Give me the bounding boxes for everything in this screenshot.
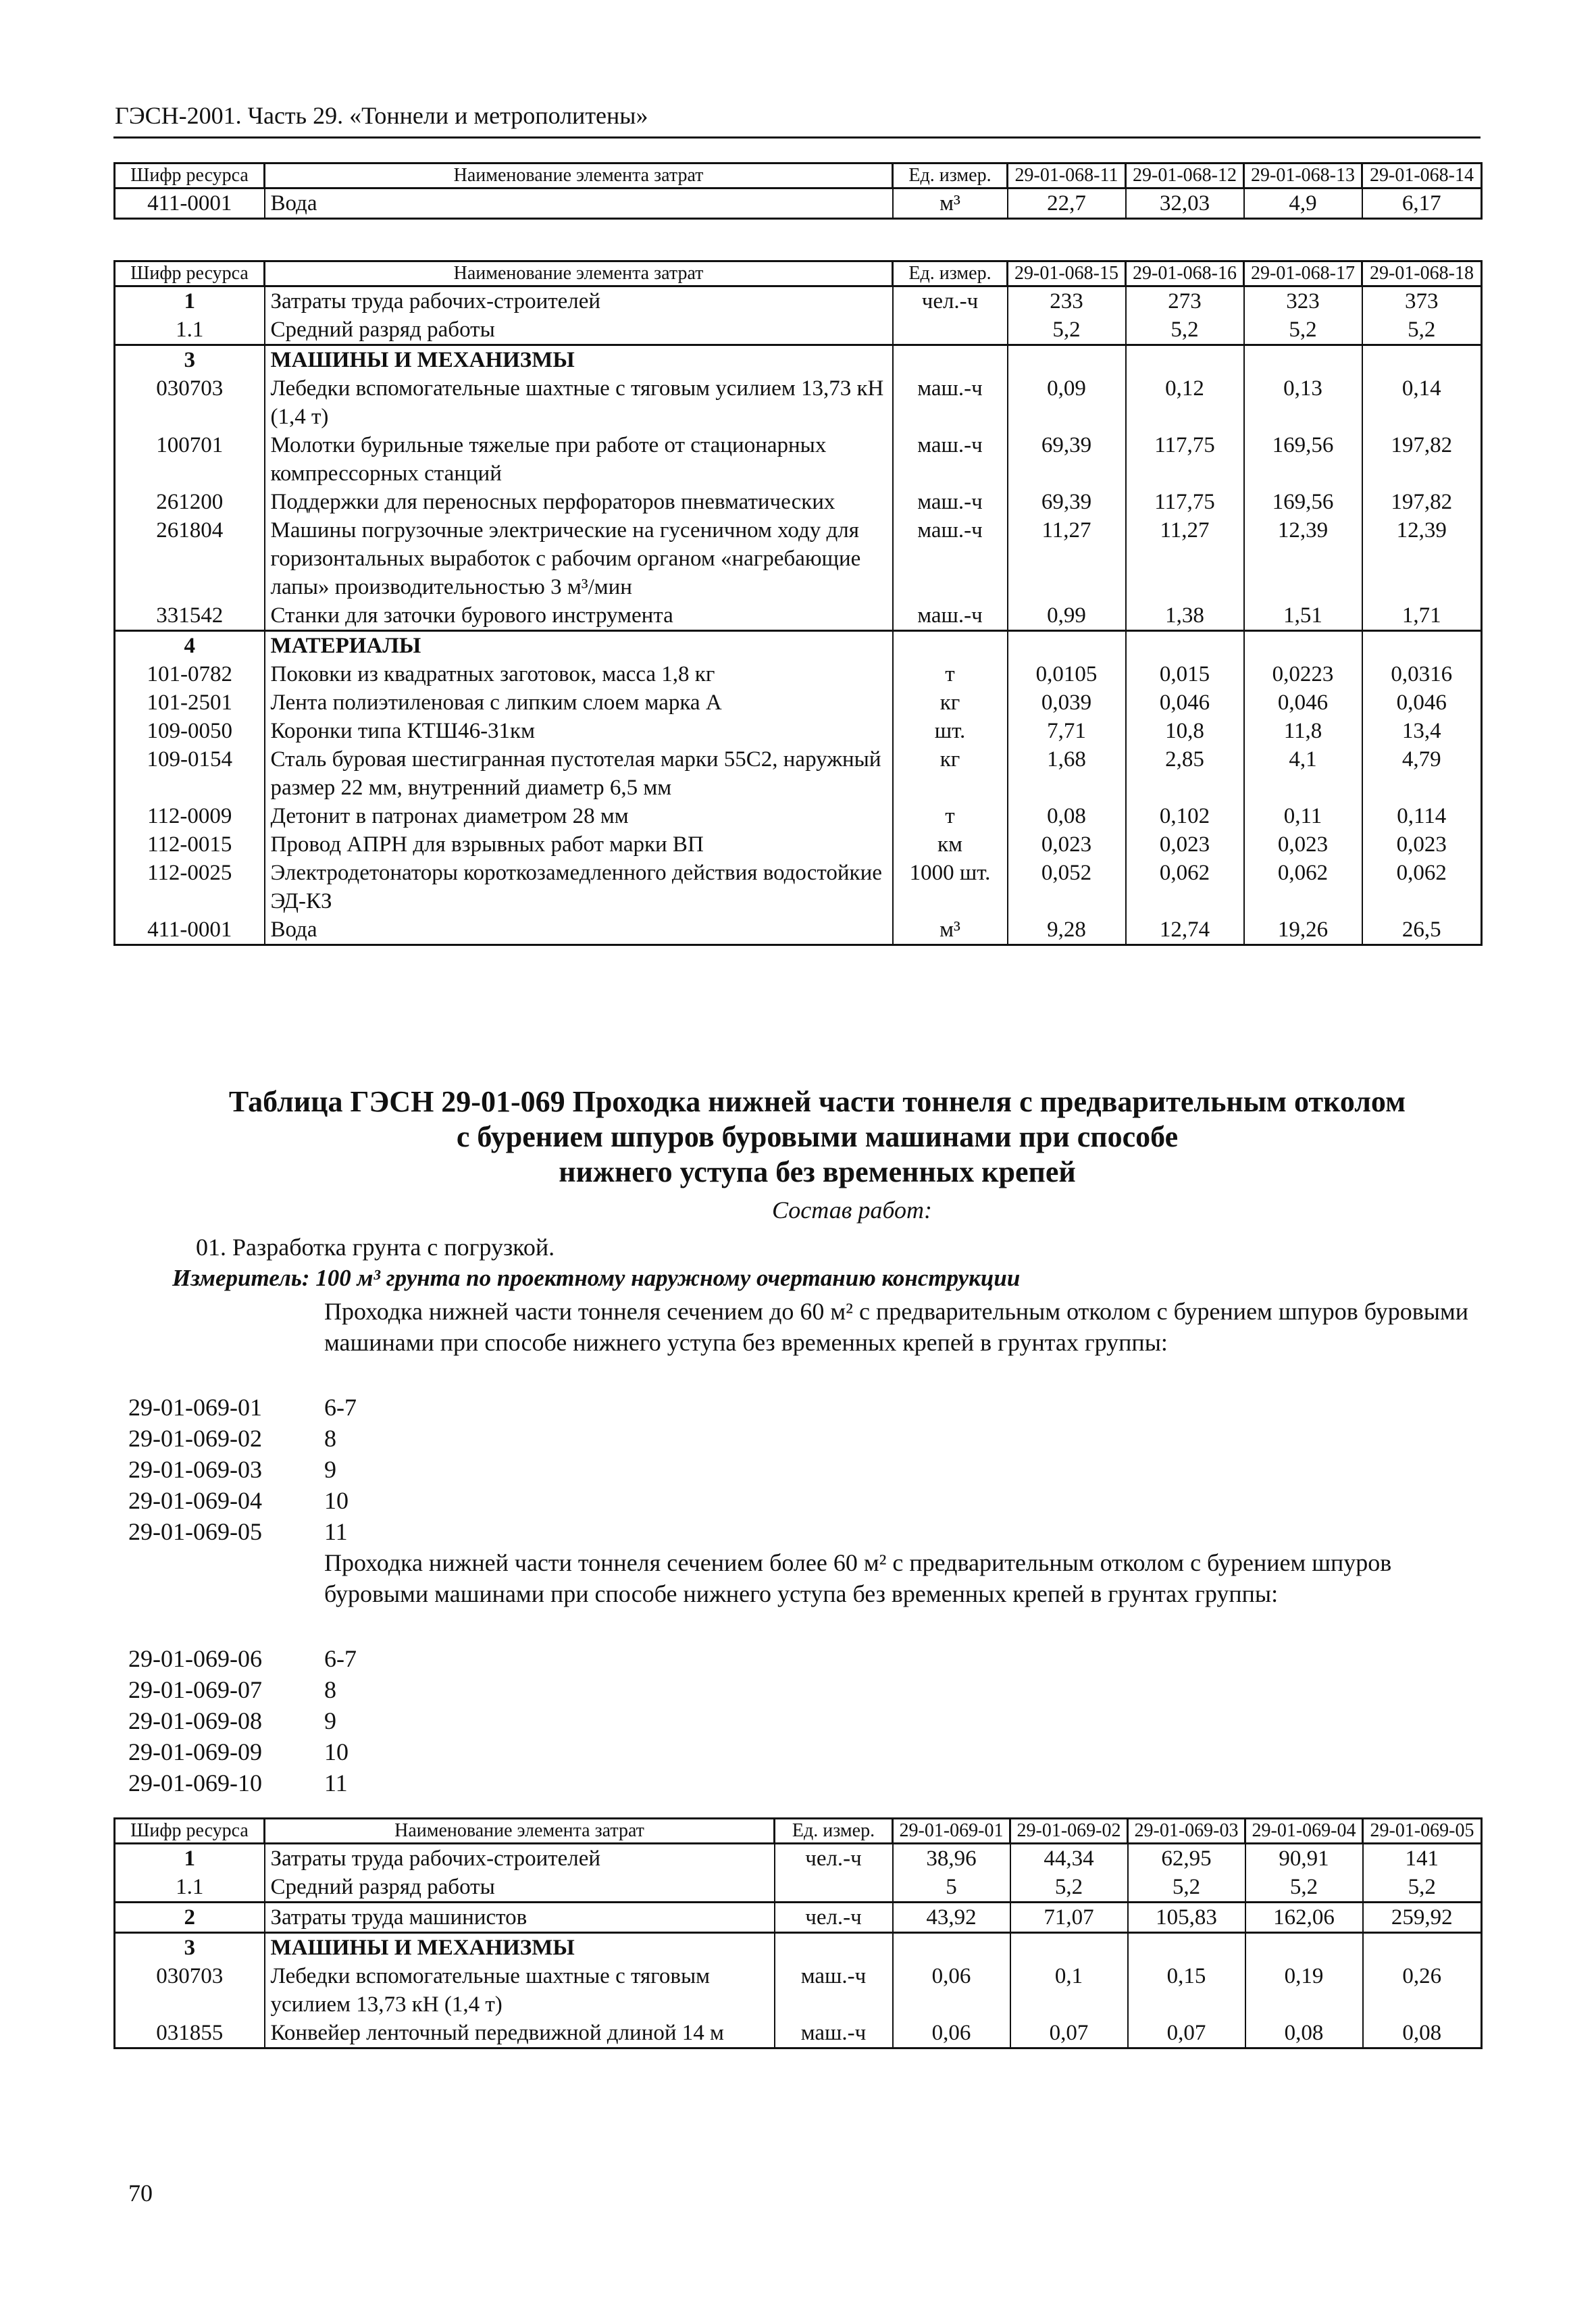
resource-code: 411-0001 [115, 188, 265, 219]
section-title [169, 1084, 1466, 1190]
header-unit: Ед. измер. [775, 1819, 893, 1844]
value-cell: 323 [1244, 286, 1362, 316]
table-row [115, 688, 1482, 717]
unit [775, 1933, 893, 1963]
value-cell: 13,4 [1362, 717, 1482, 745]
table-row [115, 188, 1482, 219]
value-cell: 11,8 [1244, 717, 1362, 745]
value-cell: 26,5 [1362, 915, 1482, 945]
header-column-code: 29-01-069-04 [1245, 1819, 1363, 1844]
unit: маш.-ч [893, 374, 1008, 431]
value-cell: 0,023 [1008, 830, 1126, 859]
value-cell: 32,03 [1126, 188, 1244, 219]
value-cell: 169,56 [1244, 488, 1362, 516]
value-cell: 43,92 [893, 1903, 1010, 1933]
table-row [115, 1873, 1482, 1903]
value-cell: 0,062 [1244, 859, 1362, 915]
row-group [115, 188, 1482, 219]
value-cell: 38,96 [893, 1844, 1010, 1873]
unit: кг [893, 688, 1008, 717]
row-group [115, 1933, 1482, 2048]
soil-group: 10 [324, 1487, 349, 1514]
header-unit: Ед. измер. [893, 164, 1008, 188]
code-list-item [128, 1454, 357, 1485]
unit: маш.-ч [893, 431, 1008, 488]
resource-name: Поддержки для переносных перфораторов пневматических [265, 488, 893, 516]
value-cell [893, 1933, 1010, 1963]
code-list-item [128, 1423, 357, 1454]
value-cell [1362, 631, 1482, 661]
header-name: Наименование элемента затрат [265, 164, 893, 188]
header-name: Наименование элемента затрат [265, 1819, 775, 1844]
row-group [115, 631, 1482, 945]
resource-code: 2 [115, 1903, 265, 1933]
header-code: Шифр ресурса [115, 1819, 265, 1844]
value-cell: 0,062 [1362, 859, 1482, 915]
value-cell: 2,85 [1126, 745, 1244, 802]
value-cell: 9,28 [1008, 915, 1126, 945]
row-group [115, 286, 1482, 345]
value-cell: 1,71 [1362, 601, 1482, 631]
table-row [115, 1844, 1482, 1873]
resource-code: 030703 [115, 1962, 265, 2019]
header-column-code: 29-01-068-13 [1244, 164, 1362, 188]
value-cell: 5,2 [1010, 1873, 1128, 1903]
resource-name: Вода [265, 915, 893, 945]
value-cell: 0,09 [1008, 374, 1126, 431]
resource-name: МАТЕРИАЛЫ [265, 631, 893, 661]
value-cell: 44,34 [1010, 1844, 1128, 1873]
table-row [115, 2019, 1482, 2048]
value-cell: 0,102 [1126, 802, 1244, 830]
resource-code: 109-0050 [115, 717, 265, 745]
value-cell: 117,75 [1126, 431, 1244, 488]
value-cell: 0,046 [1244, 688, 1362, 717]
resource-code: 112-0015 [115, 830, 265, 859]
resource-name: Сталь буровая шестигранная пустотелая марки 55С2, наружный размер 22 мм, внутренний диаметр 6,5 мм [265, 745, 893, 802]
value-cell: 4,1 [1244, 745, 1362, 802]
title-line-1: Таблица ГЭСН 29-01-069 Проходка нижней части тоннеля с предварительным отколом [228, 1085, 1406, 1118]
value-cell: 117,75 [1126, 488, 1244, 516]
header-column-code: 29-01-068-18 [1362, 261, 1482, 286]
value-cell: 0,08 [1008, 802, 1126, 830]
soil-group: 6-7 [324, 1645, 357, 1672]
header-column-code: 29-01-068-12 [1126, 164, 1244, 188]
resource-name: Лебедки вспомогательные шахтные с тяговым усилием 13,73 кН (1,4 т) [265, 374, 893, 431]
resource-name: Провод АПРН для взрывных работ марки ВП [265, 830, 893, 859]
value-cell: 69,39 [1008, 488, 1126, 516]
value-cell: 1,38 [1126, 601, 1244, 631]
resource-name: Вода [265, 188, 893, 219]
value-cell [1362, 345, 1482, 375]
value-cell: 233 [1008, 286, 1126, 316]
header-rule [113, 136, 1481, 139]
value-cell [1128, 1933, 1245, 1963]
value-cell: 19,26 [1244, 915, 1362, 945]
value-cell: 0,14 [1362, 374, 1482, 431]
unit: т [893, 660, 1008, 688]
table-row [115, 286, 1482, 316]
table-row [115, 516, 1482, 601]
value-cell: 0,12 [1126, 374, 1244, 431]
value-cell: 71,07 [1010, 1903, 1128, 1933]
unit: маш.-ч [893, 488, 1008, 516]
section-heading-row [115, 1933, 1482, 1963]
value-cell: 5,2 [1245, 1873, 1363, 1903]
resource-code: 3 [115, 345, 265, 375]
value-cell: 0,06 [893, 2019, 1010, 2048]
norm-code: 29-01-069-02 [128, 1425, 262, 1452]
header-column-code: 29-01-068-17 [1244, 261, 1362, 286]
unit: маш.-ч [775, 2019, 893, 2048]
soil-group: 9 [324, 1456, 336, 1483]
unit [893, 631, 1008, 661]
unit [893, 345, 1008, 375]
norm-code: 29-01-069-08 [128, 1707, 262, 1734]
resource-name: МАШИНЫ И МЕХАНИЗМЫ [265, 1933, 775, 1963]
value-cell: 69,39 [1008, 431, 1126, 488]
unit: м³ [893, 188, 1008, 219]
value-cell [1363, 1933, 1482, 1963]
value-cell: 141 [1363, 1844, 1482, 1873]
table-row [115, 601, 1482, 631]
value-cell: 0,13 [1244, 374, 1362, 431]
value-cell [1008, 345, 1126, 375]
soil-group: 9 [324, 1707, 336, 1734]
header-column-code: 29-01-068-15 [1008, 261, 1126, 286]
value-cell: 0,046 [1362, 688, 1482, 717]
running-header: ГЭСН-2001. Часть 29. «Тоннели и метрополитены» [115, 102, 648, 129]
resource-table-068-15-18 [113, 260, 1483, 946]
unit: чел.-ч [775, 1903, 893, 1933]
value-cell [1126, 345, 1244, 375]
value-cell: 1,51 [1244, 601, 1362, 631]
header-code: Шифр ресурса [115, 261, 265, 286]
value-cell: 0,023 [1126, 830, 1244, 859]
resource-name: Средний разряд работы [265, 1873, 775, 1903]
value-cell: 0,19 [1245, 1962, 1363, 2019]
value-cell [1010, 1933, 1128, 1963]
header-unit: Ед. измер. [893, 261, 1008, 286]
value-cell: 105,83 [1128, 1903, 1245, 1933]
value-cell: 5,2 [1008, 316, 1126, 345]
resource-name: Средний разряд работы [265, 316, 893, 345]
norm-code: 29-01-069-09 [128, 1738, 262, 1765]
soil-group: 6-7 [324, 1394, 357, 1421]
code-list-item [128, 1767, 357, 1799]
norm-code: 29-01-069-05 [128, 1518, 262, 1545]
code-list-item [128, 1392, 357, 1423]
value-cell: 162,06 [1245, 1903, 1363, 1933]
norm-code: 29-01-069-06 [128, 1645, 262, 1672]
code-list-item [128, 1643, 357, 1674]
resource-code: 261804 [115, 516, 265, 601]
resource-code: 101-2501 [115, 688, 265, 717]
header-name: Наименование элемента затрат [265, 261, 893, 286]
value-cell: 5,2 [1128, 1873, 1245, 1903]
value-cell: 0,039 [1008, 688, 1126, 717]
value-cell: 5,2 [1126, 316, 1244, 345]
value-cell: 0,26 [1363, 1962, 1482, 2019]
table-row [115, 717, 1482, 745]
value-cell: 5,2 [1363, 1873, 1482, 1903]
measure-unit: Измеритель: 100 м³ грунта по проектному наружному очертанию конструкции [172, 1265, 1021, 1291]
value-cell: 0,1 [1010, 1962, 1128, 2019]
table-row [115, 431, 1482, 488]
unit: м³ [893, 915, 1008, 945]
composition-label: Состав работ: [772, 1197, 932, 1224]
value-cell: 169,56 [1244, 431, 1362, 488]
value-cell: 12,39 [1362, 516, 1482, 601]
value-cell: 6,17 [1362, 188, 1482, 219]
value-cell: 5,2 [1362, 316, 1482, 345]
resource-name: Лента полиэтиленовая с липким слоем марка А [265, 688, 893, 717]
header-column-code: 29-01-069-03 [1128, 1819, 1245, 1844]
value-cell: 62,95 [1128, 1844, 1245, 1873]
header-row [115, 1819, 1482, 1844]
soil-group: 8 [324, 1676, 336, 1703]
norm-code: 29-01-069-04 [128, 1487, 262, 1514]
value-cell: 12,74 [1126, 915, 1244, 945]
soil-group: 11 [324, 1769, 348, 1796]
norm-code: 29-01-069-03 [128, 1456, 262, 1483]
unit: км [893, 830, 1008, 859]
value-cell: 0,11 [1244, 802, 1362, 830]
value-cell: 4,9 [1244, 188, 1362, 219]
description-over-60: Проходка нижней части тоннеля сечением более 60 м² с предварительным отколом с бурением шпуров буровыми машинами при способе нижнего уступа без временных крепей в грунтах группы: [324, 1549, 1392, 1607]
value-cell: 0,114 [1362, 802, 1482, 830]
soil-group: 8 [324, 1425, 336, 1452]
resource-code: 261200 [115, 488, 265, 516]
table-row [115, 1962, 1482, 2019]
resource-code: 3 [115, 1933, 265, 1963]
resource-name: Коронки типа КТШ46-31км [265, 717, 893, 745]
value-cell: 0,023 [1362, 830, 1482, 859]
section-heading-row [115, 345, 1482, 375]
code-list-1 [128, 1392, 357, 1547]
value-cell [1244, 631, 1362, 661]
resource-code: 109-0154 [115, 745, 265, 802]
page-number: 70 [128, 2180, 153, 2207]
unit: чел.-ч [893, 286, 1008, 316]
header-column-code: 29-01-069-02 [1010, 1819, 1128, 1844]
resource-table-069-01-05 [113, 1817, 1483, 2049]
header-row [115, 164, 1482, 188]
unit: маш.-ч [893, 601, 1008, 631]
unit: маш.-ч [775, 1962, 893, 2019]
code-list-item [128, 1674, 357, 1705]
resource-name: Затраты труда рабочих-строителей [265, 1844, 775, 1873]
header-column-code: 29-01-069-05 [1363, 1819, 1482, 1844]
header-row [115, 261, 1482, 286]
value-cell: 5 [893, 1873, 1010, 1903]
unit: т [893, 802, 1008, 830]
code-list-item [128, 1736, 357, 1767]
resource-code: 112-0009 [115, 802, 265, 830]
soil-group: 10 [324, 1738, 349, 1765]
header-column-code: 29-01-069-01 [893, 1819, 1010, 1844]
value-cell: 5,2 [1244, 316, 1362, 345]
value-cell: 0,99 [1008, 601, 1126, 631]
header-column-code: 29-01-068-11 [1008, 164, 1126, 188]
value-cell: 11,27 [1126, 516, 1244, 601]
value-cell: 197,82 [1362, 431, 1482, 488]
header-code: Шифр ресурса [115, 164, 265, 188]
table-row [115, 316, 1482, 345]
title-line-2: с бурением шпуров буровыми машинами при способе [456, 1120, 1179, 1153]
value-cell [1126, 631, 1244, 661]
resource-code: 1.1 [115, 316, 265, 345]
section-heading-row [115, 631, 1482, 661]
code-list-item [128, 1705, 357, 1736]
value-cell: 0,07 [1010, 2019, 1128, 2048]
value-cell: 259,92 [1363, 1903, 1482, 1933]
table-row [115, 1903, 1482, 1933]
resource-name: Поковки из квадратных заготовок, масса 1,8 кг [265, 660, 893, 688]
table-row [115, 802, 1482, 830]
code-list-item [128, 1516, 357, 1547]
value-cell: 0,0223 [1244, 660, 1362, 688]
table-row [115, 915, 1482, 945]
value-cell [1244, 345, 1362, 375]
table-row [115, 374, 1482, 431]
norm-code: 29-01-069-07 [128, 1676, 262, 1703]
value-cell: 0,046 [1126, 688, 1244, 717]
unit: чел.-ч [775, 1844, 893, 1873]
resource-name: Затраты труда машинистов [265, 1903, 775, 1933]
value-cell: 0,08 [1363, 2019, 1482, 2048]
work-item: 01. Разработка грунта с погрузкой. [196, 1234, 555, 1261]
unit: 1000 шт. [893, 859, 1008, 915]
title-line-3: нижнего уступа без временных крепей [559, 1155, 1076, 1188]
table-row [115, 830, 1482, 859]
unit [893, 316, 1008, 345]
description-up-to-60: Проходка нижней части тоннеля сечением до 60 м² с предварительным отколом с бурением шпуров буровыми машинами при способе нижнего уступа без временных крепей в грунтах группы: [324, 1298, 1468, 1356]
value-cell: 22,7 [1008, 188, 1126, 219]
header-column-code: 29-01-068-14 [1362, 164, 1482, 188]
resource-code: 031855 [115, 2019, 265, 2048]
value-cell: 0,0316 [1362, 660, 1482, 688]
resource-name: Молотки бурильные тяжелые при работе от стационарных компрессорных станций [265, 431, 893, 488]
header-column-code: 29-01-068-16 [1126, 261, 1244, 286]
row-group [115, 345, 1482, 631]
code-list-item [128, 1485, 357, 1516]
norm-code: 29-01-069-10 [128, 1769, 262, 1796]
value-cell: 4,79 [1362, 745, 1482, 802]
resource-code: 4 [115, 631, 265, 661]
value-cell: 273 [1126, 286, 1244, 316]
value-cell: 90,91 [1245, 1844, 1363, 1873]
row-group [115, 1844, 1482, 1903]
table-row [115, 488, 1482, 516]
value-cell [1245, 1933, 1363, 1963]
table-row [115, 660, 1482, 688]
soil-group: 11 [324, 1518, 348, 1545]
row-group [115, 1903, 1482, 1933]
resource-code: 411-0001 [115, 915, 265, 945]
value-cell: 0,07 [1128, 2019, 1245, 2048]
table-row [115, 859, 1482, 915]
unit: шт. [893, 717, 1008, 745]
value-cell: 7,71 [1008, 717, 1126, 745]
resource-code: 030703 [115, 374, 265, 431]
resource-name: Затраты труда рабочих-строителей [265, 286, 893, 316]
code-list-2 [128, 1643, 357, 1799]
value-cell: 11,27 [1008, 516, 1126, 601]
resource-code: 100701 [115, 431, 265, 488]
table-row [115, 745, 1482, 802]
value-cell: 0,15 [1128, 1962, 1245, 2019]
value-cell: 0,08 [1245, 2019, 1363, 2048]
resource-name: Электродетонаторы короткозамедленного действия водостойкие ЭД-КЗ [265, 859, 893, 915]
unit [775, 1873, 893, 1903]
resource-name: Детонит в патронах диаметром 28 мм [265, 802, 893, 830]
value-cell [1008, 631, 1126, 661]
norm-code: 29-01-069-01 [128, 1394, 262, 1421]
resource-code: 331542 [115, 601, 265, 631]
value-cell: 0,052 [1008, 859, 1126, 915]
resource-table-068-11-14 [113, 162, 1483, 220]
value-cell: 0,06 [893, 1962, 1010, 2019]
resource-name: МАШИНЫ И МЕХАНИЗМЫ [265, 345, 893, 375]
value-cell: 373 [1362, 286, 1482, 316]
value-cell: 197,82 [1362, 488, 1482, 516]
resource-code: 1 [115, 1844, 265, 1873]
resource-code: 101-0782 [115, 660, 265, 688]
value-cell: 0,062 [1126, 859, 1244, 915]
value-cell: 0,015 [1126, 660, 1244, 688]
value-cell: 1,68 [1008, 745, 1126, 802]
resource-name: Машины погрузочные электрические на гусеничном ходу для горизонтальных выработок с рабочим органом «нагребающие лапы» производительностью 3 м³/мин [265, 516, 893, 601]
unit: маш.-ч [893, 516, 1008, 601]
resource-name: Лебедки вспомогательные шахтные с тяговым усилием 13,73 кН (1,4 т) [265, 1962, 775, 2019]
resource-code: 1.1 [115, 1873, 265, 1903]
resource-code: 112-0025 [115, 859, 265, 915]
value-cell: 10,8 [1126, 717, 1244, 745]
value-cell: 0,023 [1244, 830, 1362, 859]
unit: кг [893, 745, 1008, 802]
value-cell: 0,0105 [1008, 660, 1126, 688]
value-cell: 12,39 [1244, 516, 1362, 601]
resource-code: 1 [115, 286, 265, 316]
resource-name: Конвейер ленточный передвижной длиной 14 м [265, 2019, 775, 2048]
resource-name: Станки для заточки бурового инструмента [265, 601, 893, 631]
